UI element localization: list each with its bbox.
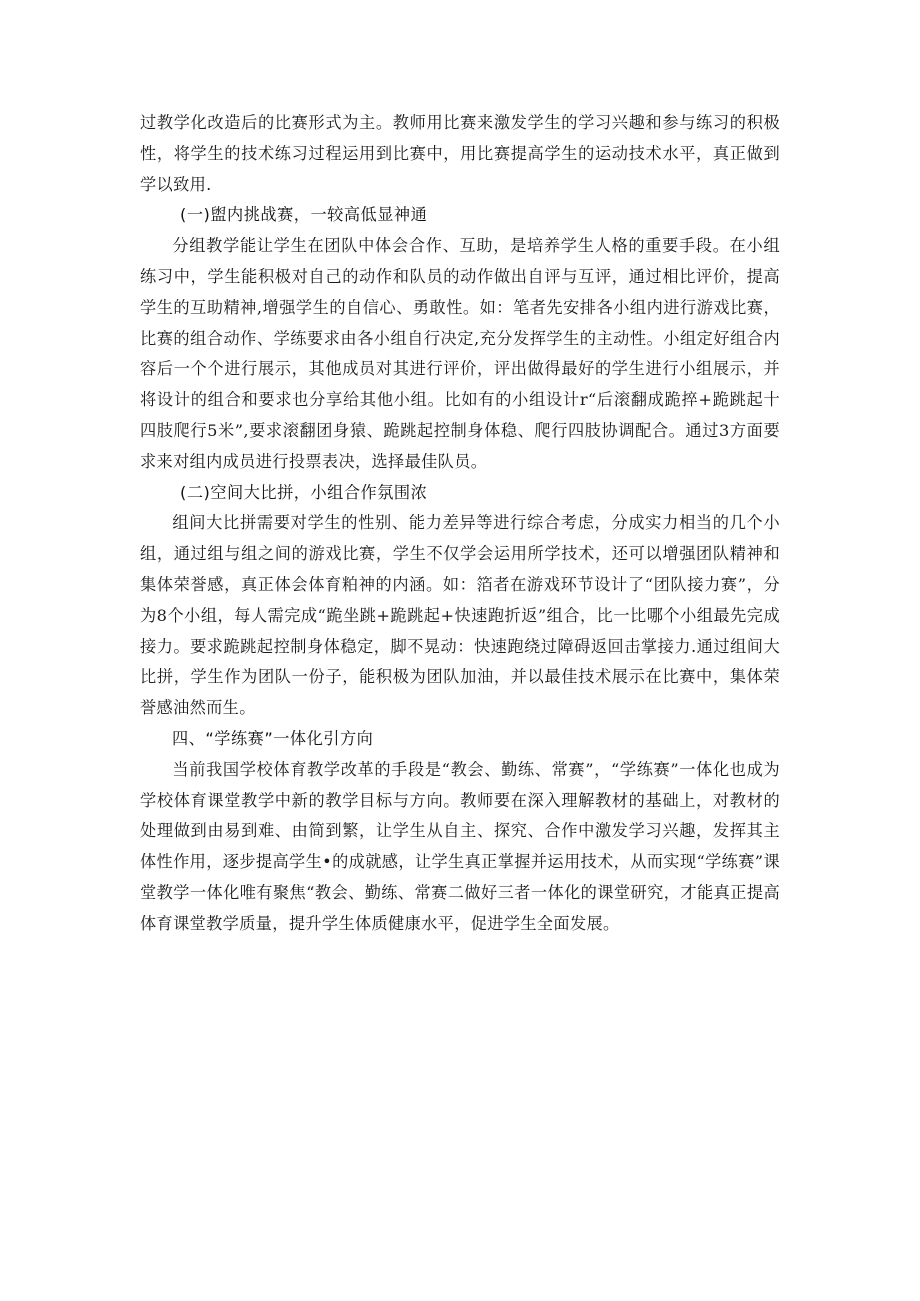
section-heading-inter-group-competition: (二)空间大比拼，小组合作氛围浓 [180, 482, 428, 502]
paragraph-intra-group-challenge: 分组教学能让学生在团队中体会合作、互助，是培养学生人格的重要手段。在小组练习中，学生能积极对自己的动作和队员的动作做出自评与互评，通过相比评价，提高学生的互助精神,增强学生的自信心、勇敢性。如：笔者先安排各小组内进行游戏比赛，比赛的组合动作、学练要求由各小组自行决定,充分发挥学生的主动性。小组定好组合内容后一个个进行展示，其他成员对其进行评价，评出做得最好的学生进行小组展示，并将设计的组合和要求也分享给其他小组。比如有的小组设计r“后滚翻成跪捽+跪跳起十四肢爬行5米”,要求滚翻团身猿、跪跳起控制身体稳、爬行四肢协调配合。通过3方面要求来对组内成员进行投票表决，选择最佳队员。 [140, 236, 780, 471]
paragraph-intro-continuation: 过教学化改造后的比赛形式为主。教师用比赛来激发学生的学习兴趣和参与练习的积极性，将学生的技术练习过程运用到比赛中，用比赛提高学生的运动技术水平，真正做到学以致用. [140, 113, 780, 194]
document-page [140, 108, 780, 940]
section-heading-intra-group-challenge: (一)盥内挑战赛，一较高低显神通 [180, 205, 428, 225]
paragraph-integration: 当前我国学校体育教学改革的手段是“教会、勤练、常赛”，“学练赛”一体化也成为学校体育课堂教学中新的教学目标与方向。教师要在深入理解教材的基础上，对教材的处理做到由易到难、由简到繁，让学生从自主、探究、合作中激发学习兴趣，发挥其主体性作用，逐步提高学生•的成就感，让学生真正掌握并运用技术，从而实现“学练赛”课堂教学一体化唯有聚焦“教会、勤练、常赛二做好三者一体化的课堂研究，才能真正提高体育课堂教学质量，提升学生体质健康水平，促进学生全面发展。 [140, 759, 780, 933]
section-heading-integration: 四、“学练赛”一体化引方向 [172, 728, 374, 748]
paragraph-inter-group-competition: 组间大比拼需要对学生的性别、能力差异等进行综合考虑，分成实力相当的几个小组，通过组与组之间的游戏比赛，学生不仅学会运用所学技术，还可以增强团队精神和集体荣誉感，真正体会体育粕神的内涵。如：箔者在游戏环节设计了“团队接力赛”，分为8个小组，每人需完成“跪坐跳+跪跳起+快速跑折返”组合，比一比哪个小组最先完成接力。要求跪跳起控制身体稳定，脚不晃动：快速跑绕过障碍返回击掌接力.通过组间大比拼，学生作为团队一份子，能积极为团队加油，并以最佳技术展示在比赛中，集体荣誉感油然而生。 [140, 513, 780, 718]
